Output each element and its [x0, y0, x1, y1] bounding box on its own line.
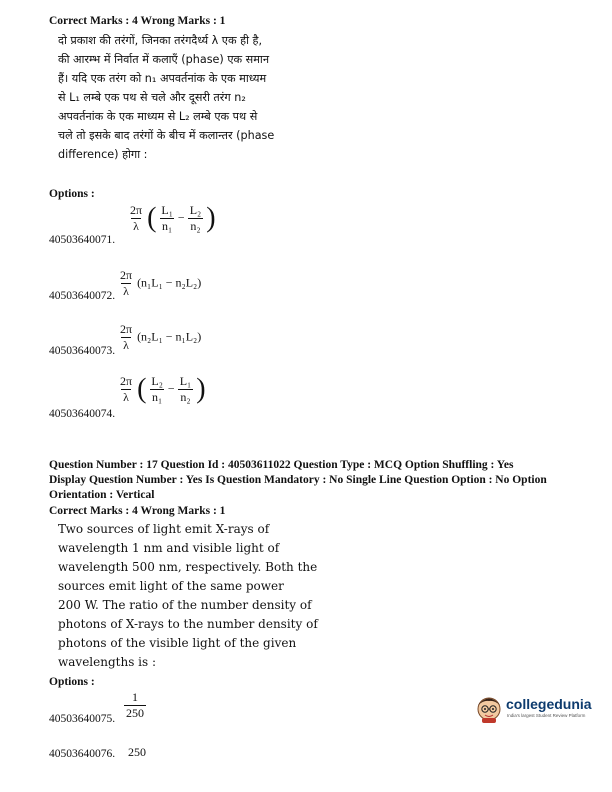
logo-tagline: India's largest Student Review Platform	[507, 713, 586, 718]
q17-header-line-1: Question Number : 17 Question Id : 40503611022 Question Type : MCQ Option Shuffling : Yes	[49, 459, 514, 471]
q17-header	[49, 458, 547, 503]
q16-text-line-7: difference) होगा :	[58, 148, 148, 161]
q16-text-line-3: हैं। यदि एक तरंग को n₁ अपवर्तनांक के एक माध्यम	[58, 72, 267, 85]
q16-option-4-formula: $\frac{2\pi}{\lambda}$ ( $\frac{\text{L₂}}{\text{n₁}}$ − $\frac{\text{L₁}}{\text{n₂}}$ )	[120, 373, 206, 405]
q17-text-line-5: 200 W. The ratio of the number density of	[58, 598, 312, 612]
q17-text-line-1: Two sources of light emit X-rays of	[58, 522, 270, 536]
coef-fraction: $\frac{2\pi}{\lambda}$	[130, 203, 143, 233]
q17-option-1-id[interactable]: 40503640075.	[49, 713, 116, 725]
q16-options-label: Options :	[49, 188, 95, 200]
q16-option-4-id[interactable]: 40503640074.	[49, 408, 116, 420]
q16-text-line-2: की आरम्भ में निर्वात में कलाएँ (phase) एक समान	[58, 53, 270, 66]
q17-header-line-3: Orientation : Vertical	[49, 489, 155, 501]
q17-text-line-6: photons of X-rays to the number density of	[58, 617, 318, 631]
q17-text-line-3: wavelength 500 nm, respectively. Both the	[58, 560, 318, 574]
q16-text-line-1: दो प्रकाश की तरंगों, जिनका तरंगदैर्ध्य λ एक ही है,	[58, 34, 263, 47]
q16-text-line-6: चले तो इसके बाद तरंगों के बीच में कलान्तर (phase	[58, 129, 275, 142]
logo-wordmark: collegedunia	[506, 696, 592, 712]
q16-text-line-4: से L₁ लम्बे एक पथ से चले और दूसरी तरंग n₂	[58, 91, 246, 104]
q16-option-1-id[interactable]: 40503640071.	[49, 234, 116, 246]
q17-text-line-2: wavelength 1 nm and visible light of	[58, 541, 280, 555]
q16-option-3-id[interactable]: 40503640073.	[49, 345, 116, 357]
q17-option-2-id[interactable]: 40503640076.	[49, 748, 116, 760]
q17-marks: Correct Marks : 4 Wrong Marks : 1	[49, 505, 226, 517]
q16-option-3-formula: $\frac{2\pi}{\lambda}$ (n₂L₁ − n₁L₂)	[120, 322, 202, 352]
q17-option-2-value: 250	[128, 745, 146, 759]
q16-text-line-5: अपवर्तनांक के एक माध्यम से L₂ लम्बे एक पथ से	[58, 110, 258, 123]
mascot-icon	[472, 690, 506, 724]
q16-option-2-formula: $\frac{2\pi}{\lambda}$ (n₁L₁ − n₂L₂)	[120, 268, 202, 298]
term-a-fraction: $\frac{\text{L₁}}{\text{n₁}}$	[161, 203, 173, 233]
q17-header-line-2: Display Question Number : Yes Is Question Mandatory : No Single Line Question Option : No Option	[49, 474, 547, 486]
q17-text-line-7: photons of the visible light of the given	[58, 636, 297, 650]
q16-marks: Correct Marks : 4 Wrong Marks : 1	[49, 15, 226, 27]
collegedunia-logo	[472, 688, 592, 728]
q16-question-text	[58, 31, 318, 164]
q16-option-1-formula: $\frac{2\pi}{\lambda}$ ( $\frac{\text{L₁}}{\text{n₁}}$ − $\frac{\text{L₂}}{\text{n₂}}$ )	[130, 202, 216, 234]
q17-text-line-8: wavelengths is :	[58, 655, 157, 669]
q17-question-text	[58, 520, 318, 672]
q17-text-line-4: sources emit light of the same power	[58, 579, 284, 593]
term-b-fraction: $\frac{\text{L₂}}{\text{n₂}}$	[189, 203, 202, 233]
q16-option-2-id[interactable]: 40503640072.	[49, 290, 116, 302]
q17-option-1-formula: $\frac{1}{250}$	[126, 690, 144, 720]
q17-options-label: Options :	[49, 676, 95, 688]
